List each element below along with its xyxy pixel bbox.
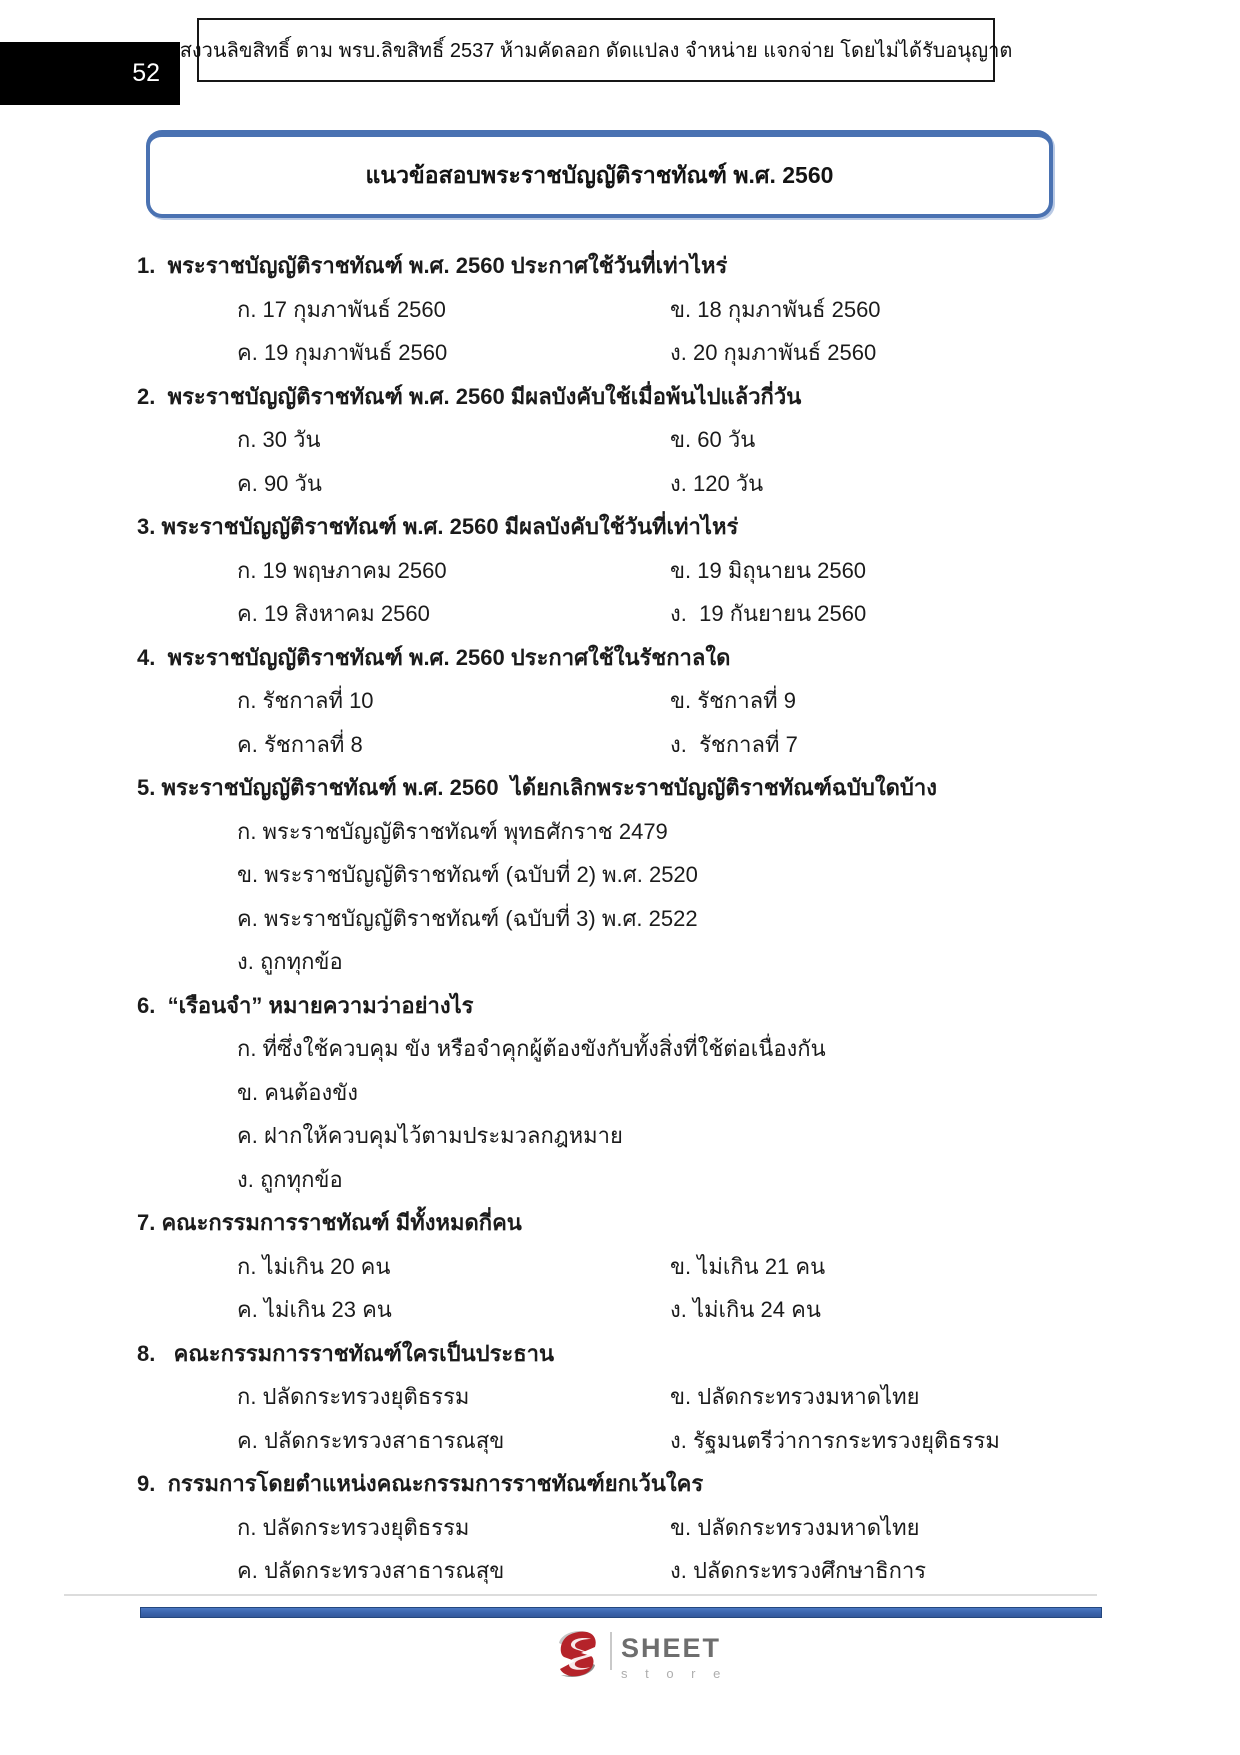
option-c: ค. ปลัดกระทรวงสาธารณสุข: [237, 1558, 505, 1584]
page-number: 52: [132, 59, 160, 87]
question-heading: 3. พระราชบัญญัติราชทัณฑ์ พ.ศ. 2560 มีผลบังคับใช้วันที่เท่าไหร่: [137, 514, 739, 540]
question-4: [137, 636, 1142, 767]
question-heading: 4. พระราชบัญญัติราชทัณฑ์ พ.ศ. 2560 ประกาศใช้ในรัชกาลใด: [137, 644, 731, 670]
option-c: ค. 19 กุมภาพันธ์ 2560: [237, 340, 448, 366]
option-row: [137, 1245, 1142, 1289]
option-c: ค. ปลัดกระทรวงสาธารณสุข: [237, 1427, 505, 1453]
question-7: [137, 1201, 1142, 1332]
question-1: [137, 244, 1142, 375]
option-a: ก. พระราชบัญญัติราชทัณฑ์ พุทธศักราช 2479: [237, 818, 668, 844]
option-row: [137, 331, 1142, 375]
copyright-text: สงวนลิขสิทธิ์ ตาม พรบ.ลิขสิทธิ์ 2537 ห้ามคัดลอก ดัดแปลง จำหน่าย แจกจ่าย โดยไม่ได้รับอนุญาต: [179, 40, 1013, 62]
question-heading: 2. พระราชบัญญัติราชทัณฑ์ พ.ศ. 2560 มีผลบังคับใช้เมื่อพ้นไปแล้วกี่วัน: [137, 383, 802, 409]
footer-divider: [64, 1594, 1097, 1596]
option-a: ก. 17 กุมภาพันธ์ 2560: [237, 296, 446, 322]
exam-title-box: [146, 130, 1053, 218]
logo-store-text: s t o r e: [621, 1666, 728, 1681]
option-row: [137, 288, 1142, 332]
page-number-box: [0, 42, 180, 105]
option-c: ค. 19 สิงหาคม 2560: [237, 601, 430, 627]
option-a: ก. ไม่เกิน 20 คน: [237, 1253, 391, 1279]
question-heading: 1. พระราชบัญญัติราชทัณฑ์ พ.ศ. 2560 ประกาศใช้วันที่เท่าไหร่: [137, 253, 728, 279]
question-heading: 8. คณะกรรมการราชทัณฑ์ใครเป็นประธาน: [137, 1340, 555, 1366]
question-5: [137, 766, 1142, 984]
option-row: [137, 1506, 1142, 1550]
option-b: ข. ปลัดกระทรวงมหาดไทย: [670, 1384, 920, 1410]
option-c: ค. ไม่เกิน 23 คน: [237, 1297, 392, 1323]
option-row: [137, 1288, 1142, 1332]
question-8: [137, 1332, 1142, 1463]
exam-title: แนวข้อสอบพระราชบัญญัติราชทัณฑ์ พ.ศ. 2560: [365, 161, 834, 188]
option-row: [137, 1549, 1142, 1593]
option-d: ง. 19 กันยายน 2560: [670, 601, 867, 627]
option-b: ข. รัชกาลที่ 9: [670, 688, 797, 714]
option-d: ง. ถูกทุกข้อ: [237, 1166, 343, 1192]
question-heading: 5. พระราชบัญญัติราชทัณฑ์ พ.ศ. 2560 ได้ยกเลิกพระราชบัญญัติราชทัณฑ์ฉบับใดบ้าง: [137, 775, 937, 801]
sheet-store-s-icon: [551, 1629, 603, 1679]
option-row: [137, 679, 1142, 723]
option-b: ข. 60 วัน: [670, 427, 756, 453]
copyright-notice-box: [179, 18, 1013, 82]
option-d: ง. รัฐมนตรีว่าการกระทรวงยุติธรรม: [670, 1427, 1000, 1453]
option-d: ง. ไม่เกิน 24 คน: [670, 1297, 821, 1323]
option-row: [137, 462, 1142, 506]
option-a: ก. 30 วัน: [237, 427, 321, 453]
option-b: ข. 19 มิถุนายน 2560: [670, 557, 867, 583]
option-a: ก. ปลัดกระทรวงยุติธรรม: [237, 1384, 470, 1410]
option-d: ง. ปลัดกระทรวงศึกษาธิการ: [670, 1558, 927, 1584]
option-d: ง. 120 วัน: [670, 470, 764, 496]
option-c: ค. 90 วัน: [237, 470, 322, 496]
question-2: [137, 375, 1142, 506]
question-heading: 9. กรรมการโดยตำแหน่งคณะกรรมการราชทัณฑ์ยกเว้นใคร: [137, 1471, 704, 1497]
question-3: [137, 505, 1142, 636]
option-c: ค. พระราชบัญญัติราชทัณฑ์ (ฉบับที่ 3) พ.ศ. 2522: [237, 905, 698, 931]
option-b: ข. ปลัดกระทรวงมหาดไทย: [670, 1514, 920, 1540]
footer-blue-bar: [140, 1607, 1102, 1618]
option-a: ก. ที่ซึ่งใช้ควบคุม ขัง หรือจำคุกผู้ต้องขังกับทั้งสิ่งที่ใช้ต่อเนื่องกัน: [237, 1036, 826, 1062]
option-c: ค. รัชกาลที่ 8: [237, 731, 363, 757]
option-row: [137, 1375, 1142, 1419]
question-9: [137, 1462, 1142, 1593]
option-row: [137, 549, 1142, 593]
question-heading: 7. คณะกรรมการราชทัณฑ์ มีทั้งหมดกี่คน: [137, 1210, 522, 1236]
question-heading: 6. “เรือนจำ” หมายความว่าอย่างไร: [137, 992, 474, 1018]
option-b: ข. 18 กุมภาพันธ์ 2560: [670, 296, 881, 322]
option-a: ก. รัชกาลที่ 10: [237, 688, 374, 714]
option-d: ง. ถูกทุกข้อ: [237, 949, 343, 975]
question-6: [137, 984, 1142, 1202]
option-d: ง. รัชกาลที่ 7: [670, 731, 798, 757]
option-b: ข. คนต้องขัง: [237, 1079, 359, 1105]
logo-separator: [610, 1632, 612, 1670]
option-b: ข. ไม่เกิน 21 คน: [670, 1253, 826, 1279]
option-a: ก. ปลัดกระทรวงยุติธรรม: [237, 1514, 470, 1540]
logo-text-block: [621, 1629, 727, 1681]
option-d: ง. 20 กุมภาพันธ์ 2560: [670, 340, 877, 366]
option-row: [137, 723, 1142, 767]
option-b: ข. พระราชบัญญัติราชทัณฑ์ (ฉบับที่ 2) พ.ศ. 2520: [237, 862, 698, 888]
option-row: [137, 418, 1142, 462]
option-row: [137, 592, 1142, 636]
option-a: ก. 19 พฤษภาคม 2560: [237, 557, 447, 583]
option-c: ค. ฝากให้ควบคุมไว้ตามประมวลกฎหมาย: [237, 1123, 623, 1149]
option-row: [137, 1419, 1142, 1463]
sheet-store-logo: [551, 1629, 727, 1681]
question-list: [137, 244, 1142, 1593]
logo-sheet-text: SHEET: [621, 1633, 722, 1663]
